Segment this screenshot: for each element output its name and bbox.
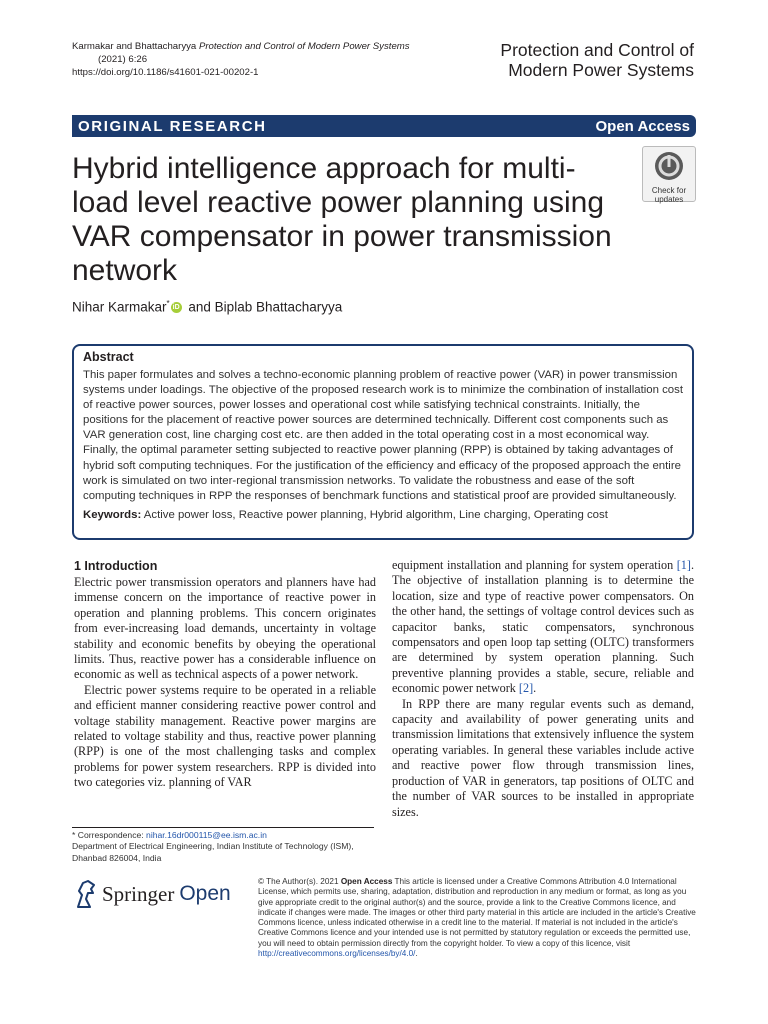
article-title: Hybrid intelligence approach for multi-load level reactive power planning using VAR compensator in power transmission network — [72, 152, 612, 287]
article-type: ORIGINAL RESEARCH — [78, 117, 267, 135]
paragraph: In RPP there are many regular events such as demand, capacity and availability of power generating units and transmission limitations that extensively influence the system operating variables. In general these variables include active and reactive power flow through transmission lines, production of VAR in generators, tap positions of OLTC and the number of VAR sources to be installed in appropriate sizes. — [392, 696, 694, 819]
paragraph: Electric power systems require to be operated in a reliable and efficient manner considering reactive power control and voltage stability management. Reactive power margins are related to voltage stability and thus, reactive power planning (RPP) is one of the most challenging tasks and complex problems for power system researchers. RPP is divided into two categories viz. planning of VAR — [74, 682, 376, 790]
paragraph: Electric power transmission operators and planners have had immense concern on the importance of reactive power in operation and planning problems. This concern originates from ever-increasing load demands, uncertainty in voltage stability and economic benefits by obeying the operational limits. Thus, reactive power has a considerable influence on economic as well as technical aspects of a power network. — [74, 575, 376, 682]
license-oa-label: Open Access — [340, 877, 393, 886]
keywords-list: Active power loss, Reactive power planning, Hybrid algorithm, Line charging, Operating cost — [141, 508, 608, 521]
keywords-label: Keywords: — [83, 508, 142, 521]
citation-authors: Karmakar and Bhattacharyya — [72, 41, 197, 52]
license-body: This article is licensed under a Creative Commons Attribution 4.0 International License, which permits use, sharing, adaptation, distribution and reproduction in any medium or format, as long as you give appropriate credit to the original author(s) and the source, provide a link to the Creative Commons licence, and indicate if changes were made. The images or other third party material in this article are included in the article's Creative Commons licence, unless indicated otherwise in a credit line to the material. If material is not included in the article's Creative Commons licence and your intended use is not permitted by statutory regulation or exceeds the permitted use, you will need to obtain permission directly from the copyright holder. To view a copy of this licence, visit — [258, 877, 696, 948]
paragraph-text: equipment installation and planning for system operation — [392, 558, 677, 572]
orcid-icon[interactable]: iD — [172, 304, 180, 312]
paragraph-text: . The objective of installation planning is to determine the location, size and type of reactive power compensators. On the other hand, the settings of voltage control devices such as capacitor banks, static compensators, synchronous compensators and open loop tap setting (OLTC) transformers are determined by system operation planning. Such preventive planning provides a stable, secure, reliable and economic power network — [392, 558, 694, 696]
license-url[interactable]: http://creativecommons.org/licenses/by/4.0/ — [258, 949, 416, 959]
correspondence-footnote — [72, 830, 382, 864]
springer-horse-icon — [74, 879, 98, 909]
journal-name-line2: Modern Power Systems — [508, 60, 694, 80]
open-access-label: Open Access — [595, 117, 690, 135]
correspondence-email[interactable]: nihar.16dr000115@ee.ism.ac.in — [146, 830, 267, 840]
paragraph-text: . — [533, 681, 537, 696]
author-list — [72, 299, 342, 315]
paragraph — [392, 558, 694, 697]
correspondence-label: * Correspondence: — [72, 830, 147, 840]
springer-open-logo — [74, 877, 231, 911]
copyright: © The Author(s). 2021 — [258, 877, 341, 886]
license-end: . — [415, 949, 418, 959]
keywords — [83, 508, 684, 523]
corresponding-mark: * — [166, 299, 170, 308]
article-type-banner — [72, 115, 696, 137]
journal-name-line1: Protection and Control of — [500, 40, 694, 60]
publisher-open: Open — [179, 882, 231, 905]
author-name: Nihar Karmakar — [72, 299, 167, 315]
abstract-box — [72, 344, 694, 540]
abstract-text: This paper formulates and solves a techno-economic planning problem of reactive power (VAR) in power transmission systems under loadings. The objective of the proposed research work is to minimize the combination of installation cost of reactive power sources, power losses and operational cost while satisfying technical constraints. Initially, the positions for the placement of reactive power sources are determined technically. Different cost components such as VAR generation cost, line charging cost etc. are then added in the total operating cost in a most economical way. Finally, the optimal parameter setting subjected to reactive power planning (RPP) is obtained by taking advantages of hybrid soft computing techniques. For the justification of the efficiency and efficacy of the proposed approach the entire work is simulated on two inter-regional transmission networks. To validate the robustness and ease of the soft computing techniques in RPP the responses of benchmark functions and statistical proof are provided simultaneously. — [83, 369, 683, 502]
body-column-left — [74, 558, 376, 791]
badge-line2: updates — [654, 194, 684, 204]
body-column-right — [392, 558, 694, 820]
citation-volume: (2021) 6:26 — [98, 54, 148, 65]
citation-journal: Protection and Control of Modern Power Systems — [198, 41, 410, 52]
badge-line1: Check for — [651, 186, 687, 195]
license-text — [258, 877, 698, 959]
footnote-divider — [72, 827, 374, 828]
section-heading: 1 Introduction — [74, 559, 158, 573]
reference-link[interactable]: [2] — [518, 681, 534, 696]
abstract-heading: Abstract — [83, 350, 134, 364]
reference-link[interactable]: [1] — [676, 558, 691, 572]
co-author-name: and Biplab Bhattacharyya — [184, 299, 343, 315]
check-for-updates-badge[interactable] — [642, 146, 696, 202]
check-for-updates-icon — [654, 151, 684, 181]
publisher-name: Springer — [102, 881, 175, 906]
citation-header — [72, 40, 410, 79]
journal-name — [500, 40, 694, 80]
doi-link[interactable]: https://doi.org/10.1186/s41601-021-00202-1 — [72, 67, 259, 78]
affiliation: Department of Electrical Engineering, Indian Institute of Technology (ISM), Dhanbad 826004, India — [72, 841, 354, 863]
